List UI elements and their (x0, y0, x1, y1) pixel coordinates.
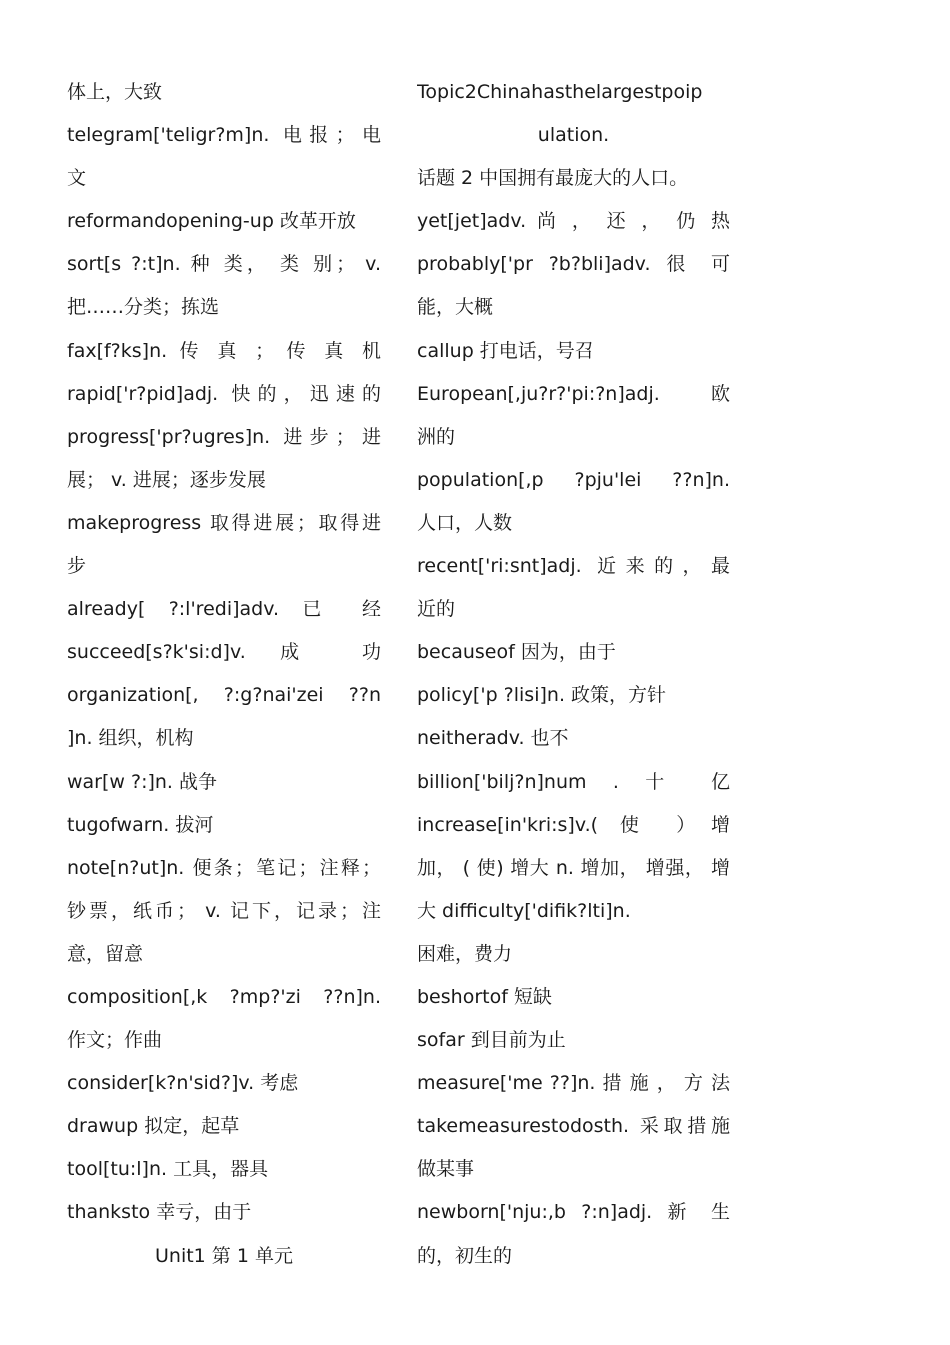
right-line-16: neitheradv. 也不 (417, 727, 569, 750)
left-line-14: succeed[s?k'si:d]v. 成 功 (67, 641, 381, 664)
left-line-9: progress['pr?ugres]n. 进步；进 (67, 425, 381, 448)
right-line-11: 人口，人数 (417, 511, 513, 534)
left-line-16: ]n. 组织，机构 (67, 727, 194, 750)
right-line-4: yet[jet]adv. 尚 ， 还 ， 仍 热 (417, 210, 730, 233)
right-line-27: newborn['nju:,b ?:n]adj. 新 生 (417, 1201, 730, 1224)
left-line-27: thanksto 幸亏，由于 (67, 1201, 252, 1224)
right-line-18: increase[in'kri:s]v.( 使 ）增 (417, 813, 730, 836)
right-line-28: 的，初生的 (417, 1244, 513, 1267)
left-line-5: sort[s ?:t]n. 种 类， 类 别； v. (67, 253, 381, 276)
left-line-22: composition[,k ?mp?'zi ??n]n. (67, 985, 381, 1008)
topic-heading: Topic2Chinahasthelargestpoip (417, 81, 703, 103)
right-column (417, 74, 730, 1281)
right-line-12: recent['ri:snt]adj. 近来的，最 (417, 555, 730, 578)
right-line-25: takemeasurestodosth. 采取措施 (417, 1115, 730, 1138)
left-line-8: rapid['r?pid]adj. 快的，迅速的 (67, 382, 381, 405)
right-line-5: probably['pr ?b?bli]adv. 很 可 (417, 253, 730, 276)
left-line-6: 把……分类；拣选 (67, 296, 220, 319)
left-line-15: organization[, ?:g?nai'zei ??n (67, 684, 381, 707)
right-line-15: policy['p ?lisi]n. 政策，方针 (417, 684, 667, 707)
left-line-17: war[w ?:]n. 战争 (67, 770, 218, 793)
right-line-20: 大 difficulty['difik?lti]n. (417, 899, 631, 922)
right-line-13: 近的 (417, 598, 456, 621)
left-line-20: 钞票，纸币； v. 记下，记录；注 (67, 899, 381, 922)
unit-heading: Unit1 第 1 单元 (155, 1244, 293, 1267)
right-line-22: beshortof 短缺 (417, 985, 552, 1008)
left-line-13: already[ ?:l'redi]adv. 已 经 (67, 598, 381, 621)
left-line-23: 作文；作曲 (67, 1029, 163, 1052)
left-line-18: tugofwarn. 拔河 (67, 813, 214, 836)
right-line-8: European[,ju?r?'pi:?n]adj. 欧 (417, 382, 730, 405)
right-line-7: callup 打电话，号召 (417, 339, 594, 362)
left-line-7: fax[f?ks]n. 传 真 ； 传 真 机 (67, 339, 381, 362)
right-line-23: sofar 到目前为止 (417, 1029, 566, 1052)
topic-translation: 话题 2 中国拥有最庞大的人口。 (417, 167, 689, 190)
left-line-10: 展； v. 进展；逐步发展 (67, 468, 266, 491)
left-line-26: tool[tu:l]n. 工具，器具 (67, 1158, 269, 1181)
left-line-3: 文 (67, 167, 87, 190)
left-line-1: 体上，大致 (67, 81, 163, 103)
right-line-19: 加， ( 使) 增大 n. 增加， 增强， 增 (417, 856, 730, 879)
right-line-24: measure['me ??]n. 措 施 ， 方 法 (417, 1072, 730, 1095)
left-line-21: 意，留意 (67, 942, 144, 965)
left-line-25: drawup 拟定，起草 (67, 1115, 240, 1138)
right-line-14: becauseof 因为，由于 (417, 641, 616, 664)
left-column (67, 74, 381, 1281)
right-line-26: 做某事 (417, 1158, 475, 1181)
right-line-17: billion['bilj?n]num . 十 亿 (417, 770, 730, 793)
left-line-24: consider[k?n'sid?]v. 考虑 (67, 1072, 299, 1095)
left-line-12: 步 (67, 555, 87, 578)
topic-heading-continued: ulation. (537, 124, 610, 147)
left-line-4: reformandopening-up 改革开放 (67, 210, 356, 233)
right-line-9: 洲的 (417, 425, 456, 448)
right-line-6: 能，大概 (417, 296, 494, 319)
right-line-21: 困难，费力 (417, 942, 513, 965)
left-line-2: telegram['teligr?m]n. 电报；电 (67, 124, 381, 147)
left-line-19: note[n?ut]n. 便条；笔记；注释； (67, 856, 381, 879)
right-line-10: population[,p ?pju'lei ??n]n. (417, 468, 730, 491)
left-line-11: makeprogress 取得进展；取得进 (67, 511, 381, 534)
